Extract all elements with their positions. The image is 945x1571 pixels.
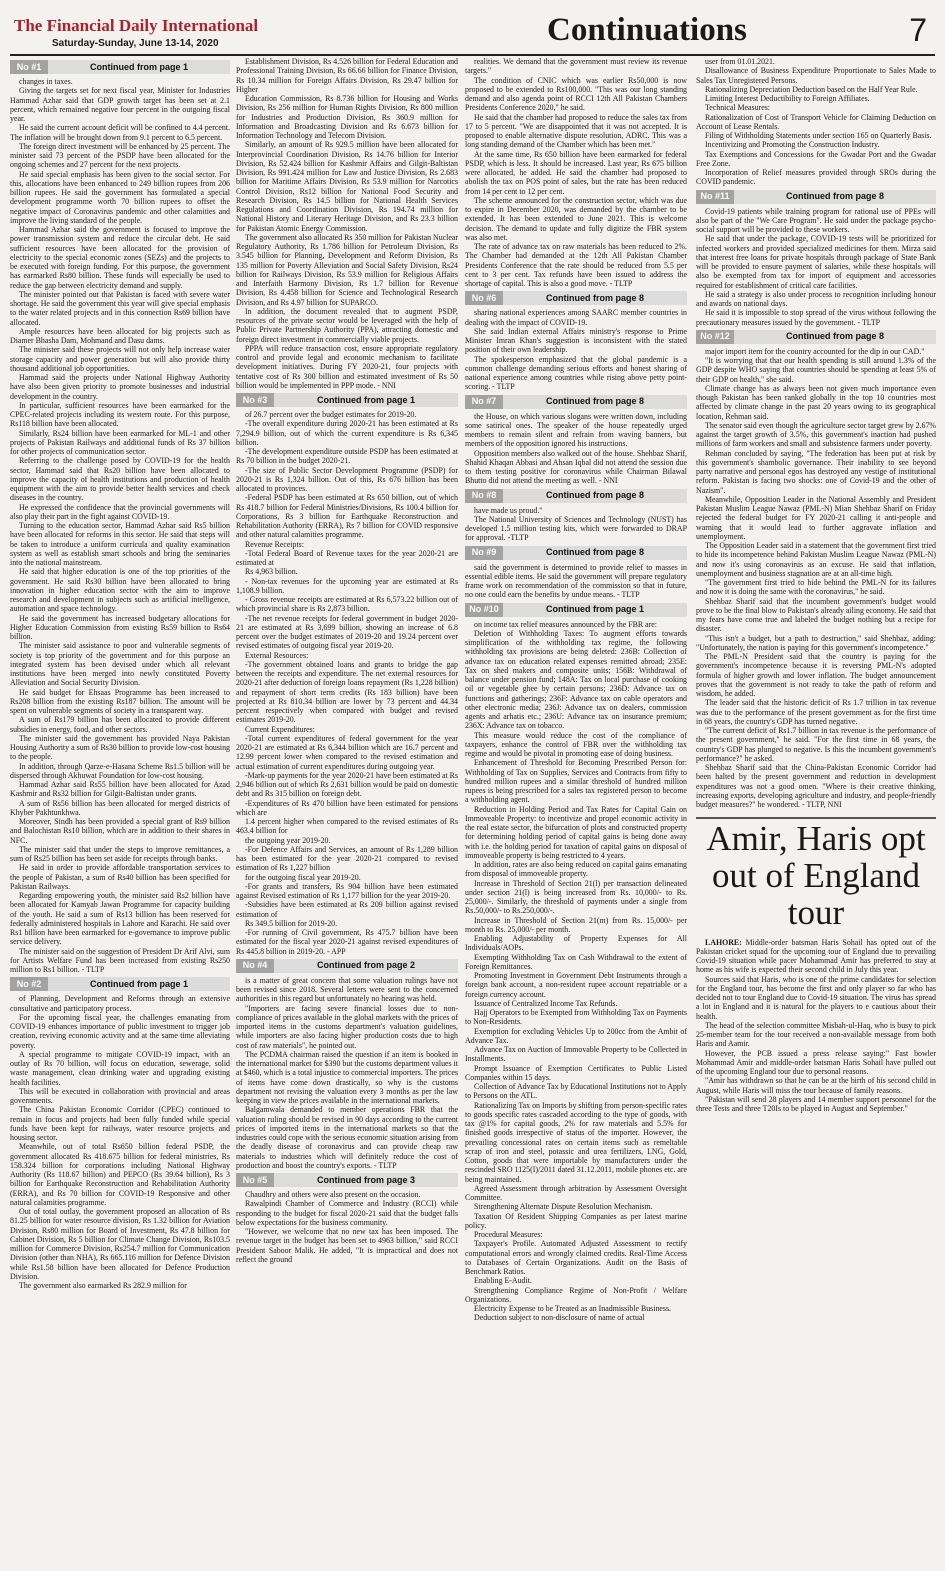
paragraph: He said that under the package, COVID-19 tests will be prioritized for infected workers and provided specialized medicines for them. Mirza said that interest free loans for private hospitals through package of State Bank will be provided to ensure payment of salaries, while these hospitals will also be exempted from tax for import of equipment and accessories required for establishment of critical care facilities.: [696, 234, 936, 290]
continuation-number: No #5: [236, 1173, 274, 1187]
story-body: [696, 938, 936, 1114]
paragraph: Rehman concluded by saying, "The federation has been put at risk by this government's shambolic governance. Their inability to see beyond party narrative and personal egos has destroyed any vestige of institutional reform. Pakistan is facing two shocks: one of Covid-19 and the other of Nazism".: [696, 448, 936, 495]
continuation-number: No #12: [696, 330, 734, 344]
paragraph: PPPA will reduce transaction cost, ensure appropriate regulatory control and provide legal and economic mechanism to facilitate development initiatives. During FY 2020-21, four projects with tentative cost of Rs 300 billion and estimated investment of Rs 50 billion would be implemented in PPP mode. - NNI: [236, 343, 458, 390]
continuation-number: No #1: [10, 60, 48, 74]
paragraph: Meanwhile, out of total Rs650 billion federal PSDP, the government allocated Rs 418.675 billion for federal ministries, Rs 158.324 billion for corporations including National Highway Authority (Rs 118.67 billion) and PEPCO (Rs 39.64 billion), Rs 3 billion for Earthquake Reconstruction and Rehabilitation Authority (ERRA), and Rs 70 billion for COVID-19 Responsive and other natural calamities programme.: [10, 1142, 230, 1207]
paragraph: -Total Federal Board of Revenue taxes for the year 2020-21 are estimated at: [236, 548, 458, 567]
continued-from-label: Continued from page 8: [734, 330, 936, 344]
paragraph: Current Expenditures:: [245, 724, 315, 734]
story-paragraph: "Pakistan will send 28 players and 14 member support personnel for the three Tests and three T20Is to be played in August and September.": [696, 1094, 936, 1113]
paragraph: Promoting Investment in Government Debt Instruments through a foreign bank account, a non-resident rupee account repatriable or a foreign currency account.: [465, 971, 687, 999]
continuation-header: [465, 546, 687, 560]
paragraph: The Opposition Leader said in a statement that the government first tried to hide its incompetence behind Pakistan Muslim League Nawaz (PML-N) and now it's using coronavirus as an excuse. He said that inflation, unemployment and business stagnation are at an all-time high.: [696, 541, 936, 578]
paragraph: -For grants and transfers, Rs 904 billion have been estimated against Revised estimation of Rs 1,177 billion for the year 2019-20.: [236, 881, 458, 900]
paragraph: Similarly, an amount of Rs 929.5 million have been allocated for Interprovincial Coordination Division, Rs 14.76 billion for Interior Division, Rs 52.424 billion for Kashmir Affairs and Gilgit-Baltistan Division, Rs 991.424 million for Law and Justice Division, Rs 2.683 billion for Maritime Affairs Division, Rs 53.9 million for Narcotics Control Division, Rs12 billion for National Food Security and Research Division, Rs 14.5 billion for National Health Services Regulations and Coordination Division, Rs 194.74 million for National History and Literary Heritage Division, and Rs 23.3 billion for Pakistan Atomic Energy Commission.: [236, 140, 458, 233]
paragraph: Meanwhile, Opposition Leader in the National Assembly and President Pakistan Muslim League Nawaz (PML-N) Mian Shehbaz Sharif on Friday rejected the federal budget for FY 2020-21 calling it anti-people and warning that it would lead to further aggravate inflation and unemployment.: [696, 494, 936, 541]
paragraph: Tax Exemptions and Concessions for the Gwadar Port and the Gwadar Free Zone.: [696, 149, 936, 168]
story-lead: Middle-order batsman Haris Sohail has opted out of the Pakistan cricket squad for the upcoming tour of England due to prevailing Covid-19 situation while pacer Mohammad Amir has preferred to stay at home as his wife is expected their second child in July this year.: [696, 937, 936, 975]
paragraph: Enabling Adjustability of Property Expenses for All Individuals/AOPs.: [465, 934, 687, 953]
continuation-header: [465, 395, 687, 409]
continuation-header: [10, 977, 230, 991]
paragraph: - Non-tax revenues for the upcoming year are estimated at Rs 1,108.9 billion.: [236, 576, 458, 595]
paragraph: the House, on which various slogans were written down, including some satirical ones. The speaker of the house repeatedly urged members to remain silent and refrain from waving banners, but members of the opposition ignored his instructions.: [465, 411, 687, 449]
paragraph: At the same time, Rs 650 billion have been earmarked for federal PSDP, which is less. It should be increased. Last year, Rs 675 billion were allocated, he added. He said the chamber had proposed to abolish the tax on POS point of sales, but the rate has been reduced from 14 per cent to 12 per cent.: [465, 149, 687, 196]
paragraph: of 26.7 percent over the budget estimates for 2019-20.: [245, 410, 417, 419]
issue-date: Saturday-Sunday, June 13-14, 2020: [52, 38, 219, 49]
masthead: [10, 6, 935, 56]
paragraph: He said budget for Ehsaas Programme has been increased to Rs208 billion from the existing Rs187 billion. The amount will be spent on vulnerable segments of society in a transparent way.: [10, 687, 230, 715]
paragraph: "However, we welcome that no new tax has been imposed. The revenue target in the budget has been set to 4963 billion," said RCCI President Saboor Malik. He added, "It is impractical and does not reflect the ground: [236, 1227, 458, 1264]
paragraph: -Total current expenditures of federal government for the year 2020-21 are estimated at Rs 6,344 billion which are 16.7 percent and 12.99 percent lower when compared to the revised estimation and actual estimation of current expenditures during outgoing year.: [236, 733, 458, 771]
paragraph: -The overall expenditure during 2020-21 has been estimated at Rs 7,294.9 billion, out of which the current expenditure is Rs 6,345 billion.: [236, 419, 458, 447]
paragraph: Increase in Threshold of Section 21(l) per transaction delineated under section 21(l) is being increased from Rs. 10,000/- to Rs. 25,000/-. Similarly, the threshold of payments under a single from Rs.50,000/- to Rs.250,000/-.: [465, 878, 687, 916]
continuation-header: [236, 1173, 458, 1187]
paragraph: Incentivizing and Promoting the Construction Industry.: [705, 140, 880, 150]
paragraph: Electricity Expense to be Treated as an Inadmissible Business.: [474, 1304, 672, 1313]
paragraph: Strengthening Alternate Dispute Resolution Mechanism.: [474, 1202, 653, 1212]
paragraph: of Planning, Development and Reforms through an extensive consultative and participatory process.: [10, 994, 230, 1013]
paragraph: on income tax relief measures announced by the FBR are:: [474, 619, 657, 629]
continuation-header: [465, 291, 687, 305]
paragraph: Ample resources have been allocated for big projects such as Diamer Bhasha Dam, Mohmand and Dasu dams.: [10, 326, 230, 345]
paragraph: Enhancement of Threshold for Becoming Prescribed Person for: Withholding of Tax on Supplies, Services and Contracts from fifty to hundred million rupees and a similar threshold of hundred million rupees is being prescribed for a sales tax registered person to become a withholding agent.: [465, 758, 687, 805]
continued-from-label: Continued from page 1: [48, 977, 230, 991]
column-3: [465, 57, 687, 1567]
paragraph: Disallowance of Business Expenditure Proportionate to Sales Made to Sales Tax Unregistered Persons.: [696, 66, 936, 85]
paragraph: the outgoing year 2019-20.: [245, 835, 331, 845]
paragraph: Establishment Division, Rs 4.526 billion for Federal Education and Professional Training Division, Rs 66.66 billion for Finance Division, Rs 10.34 million for Foreign Affairs Division, Rs 29.47 billion for Higher: [236, 57, 458, 94]
paragraph: The rate of advance tax on raw materials has been reduced to 2%. The Chamber had demanded at the 12th All Pakistan Chamber Presidents Conference that the rate should be reduced from 5.5 per cent to 3 per cent. Tax refunds have been issued to address the shortage of capital. This is also a good move. - TLTP: [465, 242, 687, 288]
paragraph: -Federal PSDP has been estimated at Rs 650 billion, out of which Rs 418.7 billion for Federal Ministries/Divisions, Rs 100.4 billion for Corporations, Rs 3 billion for Earthquake Reconstruction and Rehabilitation Authority (ERRA), Rs 7 billion for COVID responsive and other natural calamities programme.: [236, 493, 458, 540]
paragraph: The spokesperson emphasized that the global pandemic is a common challenge demanding serious efforts and honest sharing of national experience among countries while rising above petty point-scoring. - TLTP: [465, 354, 687, 392]
paragraph: Issuance of Centralized Income Tax Refunds.: [474, 998, 618, 1008]
paragraph: Balgamwala demanded to member operations FBR that the valuation ruling should be revised in 90 days according to the current prices of imported items in the international markets so that the industries could cope with the serious economic situation arising from the deadly disease of coronavirus and can provide cheap raw materials to industries which will definitely reduce the cost of production and boost the country's exports. - TLTP: [236, 1105, 458, 1170]
paragraph: for the outgoing fiscal year 2019-20.: [245, 872, 361, 882]
paper-name: The Financial Daily International: [14, 16, 259, 35]
paragraph: Rs 349.5 billion for 2019-20.: [245, 918, 338, 928]
paragraph: In addition, rates are also being reduced on capital gains emanating from disposal of immoveable property.: [465, 860, 687, 879]
continued-from-label: Continued from page 1: [503, 603, 687, 617]
paragraph: The National University of Sciences and Technology (NUST) has developed 1.5 million testing kits, which were forwarded to DRAP for approval. -TLTP: [465, 514, 687, 543]
paragraph: "This isn't a budget, but a path to destruction," said Shehbaz, adding: "Unfortunately, the nation is paying for this government's incompetence.": [696, 633, 936, 652]
continued-from-label: Continued from page 8: [503, 546, 687, 560]
paragraph: Turning to the education sector, Hammad Azhar said Rs5 billion have been allocated for reforms in this sector. He said that steps will be taken to introduce a uniform curricula and quality examination system as well as establish smart schools and bring the seminaries into the national mainstream.: [10, 521, 230, 567]
paragraph: Rationalization of Cost of Transport Vehicle for Claiming Deduction on Account of Lease Rentals.: [696, 112, 936, 131]
paragraph: Hammad said the projects under National Highway Authority have also been given priority to promote businesses and industrial development in the country.: [10, 373, 230, 401]
paragraph: Collection of Advance Tax by Educational Institutions not to Apply to Persons on the ATL.: [465, 1082, 687, 1101]
continued-from-label: Continued from page 8: [734, 190, 936, 204]
column-4-top: [696, 57, 936, 187]
paragraph: -For Defence Affairs and Services, an amount of Rs 1,289 billion has been estimated for the year 2020-21 compared to revised estimation of Rs 1,227 billion: [236, 844, 458, 873]
paragraph: Out of total outlay, the government proposed an allocation of Rs 81.25 billion for water resource division, Rs 1.32 billion for Aviation Division, Rs80 million for Board of Investment, Rs 47.8 billion for Cabinet Division, Rs 5 billion for Climate Change Division, Rs103.5 million for Commerce Division, Rs254.7 million for Communication Division (other than NHA), Rs 665.116 million for Defence Division while Rs1.58 billion have been allocated for Defence Production Division.: [10, 1207, 230, 1281]
paragraph: Rawalpindi Chamber of Commerce and Industry (RCCI) while responding to the budget for fiscal 2020-21 said that the budget falls below expectations for the business community.: [236, 1199, 458, 1227]
paragraph: The minister said assistance to poor and vulnerable segments of society is top priority of the government and for this purpose an integrated system has been devised under which all relevant institutions have been merged into newly constituted Poverty Alleviation and Social Security Division.: [10, 641, 230, 688]
continued-from-label: Continued from page 2: [274, 959, 458, 973]
paragraph: In particular, sufficient resources have been earmarked for the CPEC-related projects including its western route. For this purpose, Rs118 billion have been allocated.: [10, 400, 230, 429]
paragraph: Deduction subject to non-disclosure of name of actual: [474, 1313, 645, 1323]
story-paragraph: However, the PCB issued a press release saying:" Fast bowler Mohammad Amir and middle-order batsman Haris Sohail have pulled out of the upcoming England tour due to personal reasons.: [696, 1048, 936, 1076]
paragraph: -The net revenue receipts for federal government in budget 2020-21 are estimated at Rs 3,699 billion, showing an increase of 6.8 percent over the budget estimates of 2019-20 and 19.24 percent over revised estimates of outgoing fiscal year 2019-20.: [236, 613, 458, 651]
continuation-header: [696, 330, 936, 344]
continuation-header: [10, 60, 230, 74]
continuation-number: No #9: [465, 546, 503, 560]
paragraph: Shehbaz Sharif said that the incumbent government's budget would prove to be the final blow to Pakistan's already ailing economy. He said that my fears have come true and labeled the budget nothing but a recipe for disaster.: [696, 596, 936, 634]
paragraph: "The government first tried to hide behind the PML-N for its failures and now it is doing the same with the coronavirus," he said.: [696, 578, 936, 597]
story-paragraph: The head of the selection committee Misbah-ul-Haq, who is busy to pick 25-member team for the tour received a non-available message from both Haris and Aamir.: [696, 1020, 936, 1049]
continuation-number: No #2: [10, 977, 48, 991]
paragraph: A sum of Rs56 billion has been allocated for merged districts of Khyber Pakhtunkhwa.: [10, 798, 230, 817]
story-headline: Amir, Haris opt out of England tour: [696, 817, 936, 931]
paragraph: Climate change has as always been not given much importance even though Pakistan has been ranked globally in the top 10 countries most affected by climate change in the past 20 years owing to its geographical location, Rehman said.: [696, 383, 936, 421]
paragraph: External Resources:: [245, 650, 309, 660]
paragraph: He said that higher education is one of the top priorities of the government. He said Rs30 billion have been allocated to bring innovation in higher education sector with the aim to improve research and development in subjects such as artificial intelligence, automation and space technology.: [10, 567, 230, 614]
paragraph: Education Commission, Rs 8.736 billion for Housing and Works Division, Rs 256 million for Human Rights Division, Rs 800 million for Industries and Production Division, Rs 360.9 million for Information and Broadcasting Division and Rs 6.673 billion for Information Technology and Telecom Division.: [236, 94, 458, 140]
paragraph: sharing national experiences among SAARC member countries in dealing with the impact of COVID-19.: [465, 308, 687, 327]
continuation-number: No #4: [236, 959, 274, 973]
paragraph: She said Indian external Affairs ministry's response to Prime Minister Imran Khan's suggestion is inconsistent with the stated position of their own leadership.: [465, 326, 687, 355]
paragraph: The China Pakistan Economic Corridor (CPEC) continued to remain in focus and projects had been fully funded while special funds have been kept for railways, water resource projects and housing sector.: [10, 1105, 230, 1142]
paragraph: The minister said the government has provided Naya Pakistan Housing Authority a sum of Rs30 billion to provide low-cost housing to the people.: [10, 733, 230, 762]
column-1: [10, 57, 230, 1567]
paragraph: have made us proud.": [474, 505, 543, 515]
paragraph: A sum of Rs179 billion has been allocated to provide different subsidies in energy, food, and other sectors.: [10, 715, 230, 734]
paragraph: Hammad Azhar said the government is focused to improve the power transmission system and reduce the circular debt. He said sufficient resources have been allocated for the provision of electricity to the special economic zones (SEZs) and the projects to be executed with foreign funding. For this purpose, the government has earmarked Rs80 billion. These funds will especially be used to reduce the gap between electricity demand and supply.: [10, 225, 230, 290]
continued-from-label: Continued from page 3: [274, 1173, 458, 1187]
paragraph: Exempting Withholding Tax on Cash Withdrawal to the extent of Foreign Remittances.: [465, 952, 687, 971]
paragraph: -For running of Civil government, Rs 475.7 billion have been estimated for the fiscal year 2020-21 against revised expenditures of Rs 445.8 billion in 2019-20. - APP: [236, 928, 458, 956]
paragraph: Reduction in Holding Period and Tax Rates for Capital Gain on Immoveable Property: to incentivize and propel economic activity in the real estate sector, the bifurcation of plots and constructed property for determining holding period of capital gains is being done away with i.e. the holding period for taxation of capital gains on disposal of immoveable property is being restricted to 4 years.: [465, 804, 687, 860]
paragraph: Covid-19 patients while training program for rational use of PPEs will also be part of the "We Care Program". He said under the package psycho-social support will be provided to these workers.: [696, 206, 936, 234]
paragraph: The PML-N President said that the country is paying for the government's incompetence because it is reversing PML-N's adopted formula of higher growth and lower inflation. The budget announcement proves that the government is not ready to take the path of reform and wisdom, he added.: [696, 652, 936, 698]
story-paragraph: Sources said that Haris, who is one of the prime candidates for selection for the England tour, has become the first and only player so far who has decided not to tour England due to Covid-19 situation. The virus has spread a lot in England and it is natural for the players to e cautious about their health.: [696, 974, 936, 1021]
paragraph: The minister pointed out that Pakistan is faced with severe water shortage. He said the government this year will give special emphasis to the water related projects and in this connection Rs69 billion have allocated.: [10, 289, 230, 327]
column-4: [696, 57, 936, 1567]
paragraph: 1.4 percent higher when compared to the revised estimates of Rs 463.4 billion for: [236, 817, 458, 836]
paragraph: is a matter of great concern that some valuation rulings have not been revised since 2018. Several letters were sent to the concerned authorities in this regard but unfortunately no hearing was held.: [236, 975, 458, 1004]
paragraph: Opposition members also walked out of the house. Shehbaz Sharif, Shahid Khaqan Abbasi and Ahsan Iqbal did not attend the session due to them testing positive for coronavirus while Chairman Bilawal Bhutto did not attend the meeting as well. - NNI: [465, 448, 687, 486]
story-paragraph: "Amir has withdrawn so that he can be at the birth of his second child in August, while Haris will miss the tour because of family reasons.: [696, 1076, 936, 1095]
paragraph: Strengthening Compliance Regime of Non-Profit / Welfare Organizations.: [465, 1285, 687, 1304]
paragraph: realities. We demand that the government must review its revenue targets.": [465, 57, 687, 76]
paragraph: Shehbaz Sharif said that the China-Pakistan Economic Corridor had been halted by the present government and reduction in development expenditures was not a good omen. "Where is their creative thinking, increasing exports, developing agriculture and industry, and people-friendly budget measures?" he wondered. - TLTP, NNI: [696, 763, 936, 809]
paragraph: Advance Tax on Auction of Immovable Property to be Collected in Installments.: [465, 1045, 687, 1064]
continued-from-label: Continued from page 8: [503, 489, 687, 503]
paragraph: He said it is impossible to stop spread of the virus without following the precautionary measures issued by the government. - TLTP: [696, 308, 936, 327]
paragraph: This will be executed in collaboration with provincial and areas governments.: [10, 1086, 230, 1105]
paragraph: He said in order to provide affordable transportation services to the people of Pakistan, a sum of Rs40 billion has been specified for Pakistan Railways.: [10, 863, 230, 891]
story-paragraph: [696, 938, 936, 975]
paragraph: A special programme to mitigate COVID-19 impact, with an outlay of Rs 70 billion, will focus on education, sewerage, solid waste management, clean drinking water and upgrading existing health facilities.: [10, 1049, 230, 1087]
paragraph: The minister said on the suggestion of President Dr Arif Alvi, sum for Artists Welfare Fund has been increased from existing Rs250 million to Rs1 billion. - TLTP: [10, 946, 230, 974]
continuation-number: No #11: [696, 190, 734, 204]
paragraph: Limiting Interest Deductibility to Foreign Affiliates.: [705, 94, 870, 103]
column-4-continuations: [696, 190, 936, 810]
paragraph: In addition, the document revealed that to augment PSDP, resources of the private sector would be leveraged with the help of Public Private Partnership Authority (PPA), attracting domestic and foreign direct investment in commercially viable projects.: [236, 306, 458, 344]
paragraph: Taxation Of Resident Shipping Companies as per latest marine policy.: [465, 1211, 687, 1230]
paragraph: said the government is determined to provide relief to masses in essential edible items. He said the government will prepare regulatory frame work on recommendation of the commission so that in future, no one could earn the benefits by undue means. - TLTP: [465, 562, 687, 600]
paragraph: -Mark-up payments for the year 2020-21 have been estimated at Rs 2,946 billion out of which Rs 2,631 billion would be paid on domestic debt and Rs 315 billion on foreign debt.: [236, 770, 458, 799]
paragraph: Hammad Azhar said Rs55 billion have been allocated for Azad Kashmir and Rs32 billion for Gilgit-Baltistan under grants.: [10, 780, 230, 799]
paragraph: Taxpayer's Profile. Automated Adjusted Assessment to rectify computational errors and wrongly claimed credits. Real-Time Access to Databases of Certain Organizations. Audit on the Basis of Benchmark Ratios.: [465, 1239, 687, 1276]
paragraph: Rs 4,963 billion.: [245, 567, 298, 577]
story-dateline: LAHORE:: [705, 937, 742, 947]
paragraph: He said the current account deficit will be confined to 4.4 percent. The inflation will be brought down from 9.1 percent to 6.5 percent.: [10, 123, 230, 142]
column-2: [236, 57, 458, 1567]
paragraph: changes in taxes.: [19, 77, 73, 86]
continuation-number: No #10: [465, 603, 503, 617]
paragraph: Agreed Assessment through arbitration by Assessment Oversight Committee.: [465, 1183, 687, 1202]
paragraph: The senator said even though the agriculture sector target grew by 2.67% against the target growth of 3.5%, this government's inaction had pushed millions of farm workers and small and subsistence farmers under poverty.: [696, 420, 936, 449]
paragraph: The PCDMA chairman raised the question if an item is booked in the international market for $390 but the customs department values it at $460, which is a total injustice to commercial importers. The prices of items have come down drastically, so why is the customs department not revising the valuation every 3 months as per the law keeping in view the prices available in the international markets.: [236, 1049, 458, 1105]
paragraph: Technical Measures:: [705, 103, 770, 113]
paragraph: The leader said that the historic deficit of Rs 1.7 trillion in tax revenue was due to the performance of the present government as for the first time in 68 years, the country's GDP has turned negative.: [696, 698, 936, 726]
paragraph: This measure would reduce the cost of the compliance of taxpayers, enhance the control of FBR over the withholding tax regime and would be pivotal in promoting ease of doing business.: [465, 730, 687, 758]
paragraph: Rationalizing Depreciation Deduction based on the Half Year Rule.: [705, 84, 918, 94]
paragraph: "It is worrying that that our health spending is still around 1.3% of the GDP despite WHO saying that countries should be spending at least 5% of their GDP on health," she said.: [696, 356, 936, 384]
continuation-header: [236, 393, 458, 407]
paragraph: For the upcoming fiscal year, the challenges emanating from COVID-19 enhances importance of public investment to trigger job creation, reviving economic activity and at the same time alleviating poverty.: [10, 1012, 230, 1050]
paragraph: Similarly, Rs24 billion have been earmarked for ML-1 and other projects of Pakistan Railways and additional funds of Rs 37 billion for other projects of communication sector.: [10, 428, 230, 456]
paragraph: Deletion of Withholding Taxes: To augment efforts towards simplification of the withholding tax regime, the following withholding tax provisions are being deleted: 236B: Collection of advance tax on education related expenses remitted abroad; 235E: Tax on shed makers and composite units; 156B: Withdrawal of balance under pension fund; 148A: Tax on local purchase of cooking oil or vegetable ghee by certain persons; 236D: Advance tax on functions and gatherings; 236F: Advance tax on cable operators and other electronic media; 236J: Advance tax on dealers, commission agents and arhatis etc.; 236U: Advance tax on insurance premium; 236X: Advance tax on tobacco.: [465, 628, 687, 731]
continuation-number: No #8: [465, 489, 503, 503]
continuation-number: No #6: [465, 291, 503, 305]
paragraph: Increase in Threshold of Section 21(m) from Rs. 15,000/- per month to Rs. 25,000/- per month.: [465, 915, 687, 934]
paragraph: "Importers are facing severe financial losses due to non-compliance of prices available in the global markets with the prices of imported items in the customs department's valuation guidelines, while importers are also facing higher production costs due to high cost of raw materials", he pointed out.: [236, 1003, 458, 1050]
paragraph: user from 01.01.2021.: [705, 57, 775, 66]
paragraph: -Subsidies have been estimated at Rs 209 billion against revised estimation of: [236, 900, 458, 919]
continued-from-label: Continued from page 1: [48, 60, 230, 74]
paragraph: Giving the targets set for next fiscal year, Minister for Industries Hammad Azhar said that GDP growth target has been set at 2.1 percent, which remained negative four percent in the outgoing fiscal year.: [10, 86, 230, 123]
paragraph: "The current deficit of Rs1.7 billion in tax revenue is the performance of the present government," he said. "For the first time in 68 years, the country's GDP has plunged to negative. Is this the incumbent government's performance?" he asked.: [696, 726, 936, 763]
continuation-header: [696, 190, 936, 204]
section-title: Continuations: [547, 12, 747, 48]
continuation-number: No #3: [236, 393, 274, 407]
continued-from-label: Continued from page 8: [503, 395, 687, 409]
paragraph: The government also earmarked Rs 282.9 million for: [19, 1281, 187, 1290]
paragraph: The minister said that under the steps to improve remittances, a sum of Rs25 billion has been set aside for receipts through banks.: [10, 844, 230, 863]
paragraph: He said special emphasis has been given to the social sector. For this, allocations have been enhanced to 249 billion rupees from 206 billion rupees. He said the government has formulated a special development programme worth 70 billion rupees to offset the negative impact of Coronavirus pandemic and other calamities and improve the living standard of the people.: [10, 169, 230, 225]
paragraph: The scheme announced for the construction sector, which was due to expire in December 2020, was demanded by the chamber to be extended. It has been extended to June 2021. This is welcome decision. The demand to update and fully digitize the FBR system was also met.: [465, 195, 687, 242]
paragraph: The minister said these projects will not only help increase water storage capacity and power generation but will also provide thirty thousand additional job opportunities.: [10, 345, 230, 373]
paragraph: Regarding empowering youth, the minister said Rs2 billion have been allocated for Kamyab Jawan Programme for capacity building of the youth. He said a sum of Rs13 billion has been reserved for federally administered hospitals in Lahore and Karachi. He said over Rs1 billion have been earmarked for e-governance to improve public service delivery.: [10, 891, 230, 947]
paragraph: The condition of CNIC which was earlier Rs50,000 is now proposed to be extended to Rs100,000. "This was our long standing demand and also agenda point of RCCI 12th All Pakistan Chambers Presidents Conference 2020," he said.: [465, 75, 687, 113]
paragraph: Chaudhry and others were also present on the occasion.: [245, 1190, 421, 1199]
paragraph: -Expenditures of Rs 470 billion have been estimated for pensions which are: [236, 798, 458, 817]
paragraph: Rationalizing Tax on Imports by shifting from person-specific rates to goods specific rates cascaded according to the type of goods, with tax @1% for capital goods, 2% for raw materials and 5.5% for finished goods irrespective of status of the importer. However, the prevailing concessional rates on certain items such as remeltable scrap of iron and steel, potassic and urea fertilizers, LNG, Gold, Cotton, goods that were importable by manufacturers under the rescinded SRO 1125(I)/2011 dated 31.12.2011, mobile phones etc. are being maintained.: [465, 1100, 687, 1184]
paragraph: Exemption for excluding Vehicles Up to 200cc from the Ambit of Advance Tax.: [465, 1026, 687, 1045]
continuation-header: [465, 489, 687, 503]
paragraph: Enabling E-Audit.: [474, 1276, 532, 1286]
page-number: 7: [909, 12, 927, 48]
paragraph: Procedural Measures:: [474, 1230, 543, 1239]
continuation-header: [465, 603, 687, 617]
paragraph: Hajj Operators to be Exempted from Withholding Tax on Payments to Non-Residents.: [465, 1008, 687, 1027]
paragraph: Moreover, Sindh has been provided a special grant of Rs9 billion and Balochistan Rs10 billion, which are in addition to their shares in NFC.: [10, 817, 230, 845]
paragraph: Revenue Receipts:: [245, 539, 304, 549]
paragraph: Referring to the challenge posed by COVID-19 for the health sector, Hammad said that Rs20 billion have been allocated to improve the capacity of health institutions and production of health equipment with the aim to provide better health services and check diseases in the country.: [10, 456, 230, 503]
paragraph: Prompt Issuance of Exemption Certificates to Public Listed Companies within 15 days.: [465, 1063, 687, 1082]
continuation-number: No #7: [465, 395, 503, 409]
paragraph: -The size of Public Sector Development Programme (PSDP) for 2020-21 is Rs 1,324 billion. Out of this, Rs 676 billion has been allocated to provinces.: [236, 465, 458, 493]
paragraph: In addition, through Qarze-e-Hasana Scheme Rs1.5 billion will be dispersed through Akhuwat Foundation for low-cost housing.: [10, 761, 230, 780]
paragraph: -The government obtained loans and grants to bridge the gap between the receipts and expenditure. The net external resources for 2020-21 after deduction of foreign loans repayment (Rs 1,228 billion) and repayment of short term credits (Rs 183 billion) have been projected at Rs 810.34 billion are lower by 73 percent and 44.34 percent respectively when compared with budget and revised estimates 2019-20.: [236, 659, 458, 725]
paragraph: Incorporation of Relief measures provided through SROs during the COVID pandemic.: [696, 168, 936, 187]
paragraph: Filing of Withholding Statements under section 165 on Quarterly Basis.: [705, 131, 932, 140]
paragraph: major import item for the country accounted for the dip in our CAD.": [705, 346, 925, 356]
paragraph: He said a strategy is also under process to recognition including honour and awards on national days.: [696, 289, 936, 308]
continued-from-label: Continued from page 8: [503, 291, 687, 305]
continuation-header: [236, 959, 458, 973]
paragraph: The government also allocated Rs 350 million for Pakistan Nuclear Regulatory Authority, Rs 1.786 billion for Petroleum Division, Rs 3.545 billion for Planning, Development and Reform Division, Rs 135 million for Poverty Alleviation and Social Safety Division, Rs24 billion for Railways Division, Rs 53.9 million for Religious Affairs and Interfaith Harmony Division, Rs 1.7 billion for Revenue Division, Rs 4.458 billion for Science and Technological Research Division, and Rs 4.97 billion for SUPARCO.: [236, 232, 458, 307]
paragraph: He expressed the confidence that the provincial governments will also play their part in the fight against COVID-19.: [10, 502, 230, 521]
paragraph: - Gross revenue receipts are estimated at Rs 6,573.22 billion out of which provincial share is Rs 2,873 billion.: [236, 595, 458, 614]
paragraph: He said that the chamber had proposed to reduce the sales tax from 17 to 5 percent. "We are disappointed that it was not accepted. It is proposed to enable alternative dispute resolution, ADRC. This was a long standing demand of the Chamber which has been met.": [465, 112, 687, 150]
continued-from-label: Continued from page 1: [274, 393, 458, 407]
paragraph: The foreign direct investment will be enhanced by 25 percent. The minister said 73 percent of the PSDP have been allocated for the ongoing schemes and 27 percent for the next projects.: [10, 141, 230, 170]
paragraph: He said the government has increased budgetary allocations for Higher Education Commission from existing Rs59 billion to Rs64 billion.: [10, 613, 230, 641]
paragraph: -The development expenditure outside PSDP has been estimated at Rs 70 billion in the budget 2020-21.: [236, 447, 458, 466]
